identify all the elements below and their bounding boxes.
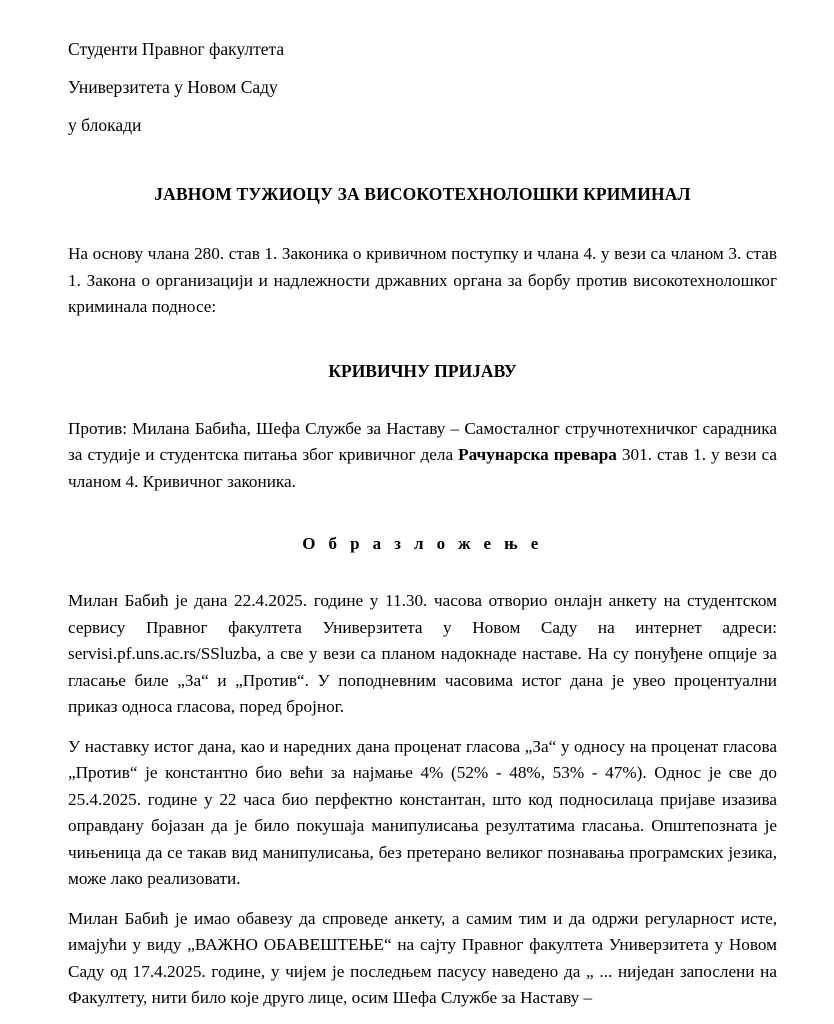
paragraph-spacer-1: [68, 721, 777, 734]
document-title: ЈАВНОМ ТУЖИОЦУ ЗА ВИСОКОТЕХНОЛОШКИ КРИМИНАЛ: [154, 184, 691, 204]
offence-name: Рачунарска превара: [458, 445, 617, 464]
addressee-line-3: у блокади: [68, 115, 142, 135]
against-paragraph-part2: 301. став 1. у вези са чланом 4. Кривичног законика.: [68, 445, 778, 491]
paragraph-spacer-2: [68, 893, 777, 906]
addressee-line-1: Студенти Правног факултета: [68, 39, 285, 59]
subject-heading: КРИВИЧНУ ПРИЈАВУ: [328, 360, 517, 381]
explanation-heading: О б р а з л о ж е њ е: [302, 534, 543, 553]
against-paragraph-part1: Против: Милана Бабића, Шефа Службе за Наставу – Самосталног стручнотехничког сарадника за студије и студентска питања због кривичног дела: [68, 418, 777, 464]
spacer-after-title: [68, 205, 777, 241]
body-paragraph-1: Милан Бабић је дана 22.4.2025. године у 11.30. часова отворио онлајн анкету на студентском сервису Правног факултета Универзитета у Новом Саду на интернет адреси: servisi.pf.uns.ac.rs/SSluzba, а све у вези са планом надокнаде наставе. На су понуђене опције за гласање биле „За“ и „Против“. У поподневним часовима истог дана је увео процентуални приказ односа гласова, поред бројног.: [68, 591, 777, 716]
body-paragraph-2: У наставку истог дана, као и наредних дана проценат гласова „За“ у односу на проценат гласова „Против“ је константно био већи за најмање 4% (52% - 48%, 53% - 47%). Однос је све до 25.4.2025. године у 22 часа био перфектно константан, што код подносилаца пријаве изазива оправдану бојазан да је било покушаја манипулисања резултатима гласања. Општепозната је чињеница да се такав вид манипулисања, без претерано великог познавања програмских језика, може лако реализовати.: [68, 736, 777, 888]
spacer-after-explanation-heading: [68, 554, 777, 588]
body-paragraph-3: Милан Бабић је имао обавезу да спроведе анкету, а самим тим и да одржи регуларност исте, имајући у виду „ВАЖНО ОБАВЕШТЕЊЕ“ на сајту Правног факултета Универзитета у Новом Саду од 17.4.2025. године, у чијем је последњем пасусу наведено да „ ... ниједан запослени на Факултету, нити било које друго лице, осим Шефа Службе за Наставу –: [68, 908, 777, 1007]
intro-paragraph: На основу члана 280. став 1. Законика о кривичном поступку и члана 4. у вези са чланом 3. став 1. Закона о организацији и надлежности државних органа за борбу против високотехнолошког криминала подносе:: [68, 244, 777, 316]
addressee-block: [68, 30, 777, 144]
against-paragraph: [68, 416, 777, 496]
addressee-line-2: Универзитета у Новом Саду: [68, 77, 278, 97]
spacer-after-subject-heading: [68, 382, 777, 416]
